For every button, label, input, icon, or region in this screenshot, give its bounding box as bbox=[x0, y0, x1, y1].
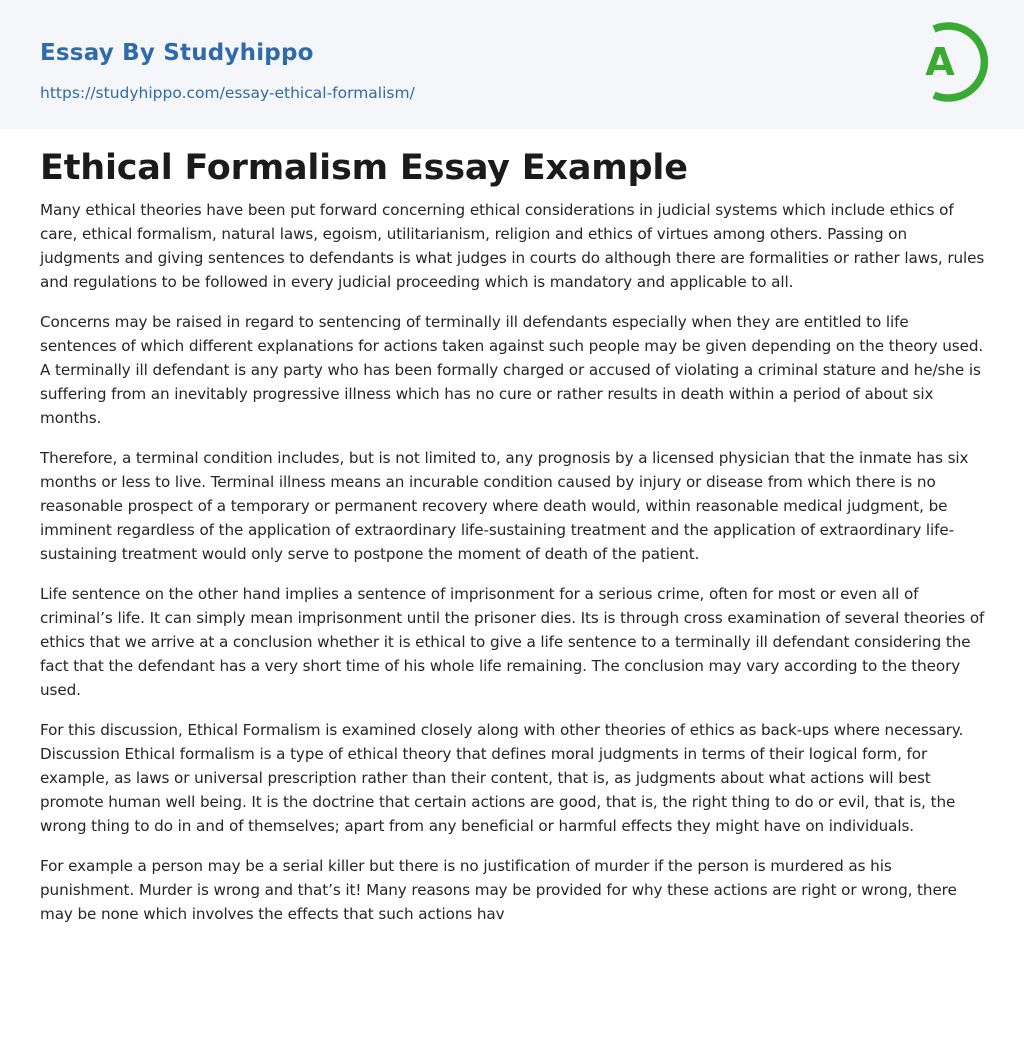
article-content bbox=[40, 145, 986, 942]
site-brand[interactable]: Essay By Studyhippo bbox=[40, 40, 314, 66]
studyhippo-logo-icon[interactable] bbox=[904, 18, 990, 106]
site-header bbox=[0, 0, 1024, 129]
article-paragraph-4: Life sentence on the other hand implies a sentence of imprisonment for a serious crime, often for most or even all of criminal’s life. It can simply mean imprisonment until the prisoner dies. Its is through cross examination of several theories of ethics that we arrive at a conclusion whether it is ethical to give a life sentence to a terminally ill defendant considering the fact that the defendant has a very short time of his whole life remaining. The conclusion may vary according to the theory used. bbox=[40, 585, 985, 699]
article-title: Ethical Formalism Essay Example bbox=[40, 148, 688, 188]
article-paragraph-6: For example a person may be a serial killer but there is no justification of murder if the person is murdered as his punishment. Murder is wrong and that’s it! Many reasons may be provided for why these actions are right or wrong, there may be none which involves the effects that such actions hav bbox=[40, 857, 957, 923]
article-paragraph-5: For this discussion, Ethical Formalism is examined closely along with other theories of ethics as back-ups where necessary. Discussion Ethical formalism is a type of ethical theory that defines moral judgments in terms of their logical form, for example, as laws or universal prescription rather than their content, that is, as judgments about what actions will best promote human well being. It is the doctrine that certain actions are good, that is, the right thing to do or evil, that is, the wrong thing to do in and of themselves; apart from any beneficial or harmful effects they might have on individuals. bbox=[40, 721, 964, 835]
essay-url-link[interactable]: https://studyhippo.com/essay-ethical-formalism/ bbox=[40, 84, 415, 102]
article-paragraph-3: Therefore, a terminal condition includes, but is not limited to, any prognosis by a licensed physician that the inmate has six months or less to live. Terminal illness means an incurable condition caused by injury or disease from which there is no reasonable prospect of a temporary or permanent recovery where death would, within reasonable medical judgment, be imminent regardless of the application of extraordinary life-sustaining treatment and the application of extraordinary life-sustaining treatment would only serve to postpone the moment of death of the patient. bbox=[40, 449, 969, 563]
article-paragraph-2: Concerns may be raised in regard to sentencing of terminally ill defendants especially when they are entitled to life sentences of which different explanations for actions taken against such people may be given depending on the theory used. A terminally ill defendant is any party who has been formally charged or accused of violating a criminal stature and he/she is suffering from an inevitably progressive illness which has no cure or rather results in death within a period of about six months. bbox=[40, 313, 984, 427]
logo-letter: A bbox=[925, 40, 955, 84]
article-paragraph-1: Many ethical theories have been put forward concerning ethical considerations in judicial systems which include ethics of care, ethical formalism, natural laws, egoism, utilitarianism, religion and ethics of virtues among others. Passing on judgments and giving sentences to defendants is what judges in courts do although there are formalities or rather laws, rules and regulations to be followed in every judicial proceeding which is mandatory and applicable to all. bbox=[40, 201, 985, 291]
